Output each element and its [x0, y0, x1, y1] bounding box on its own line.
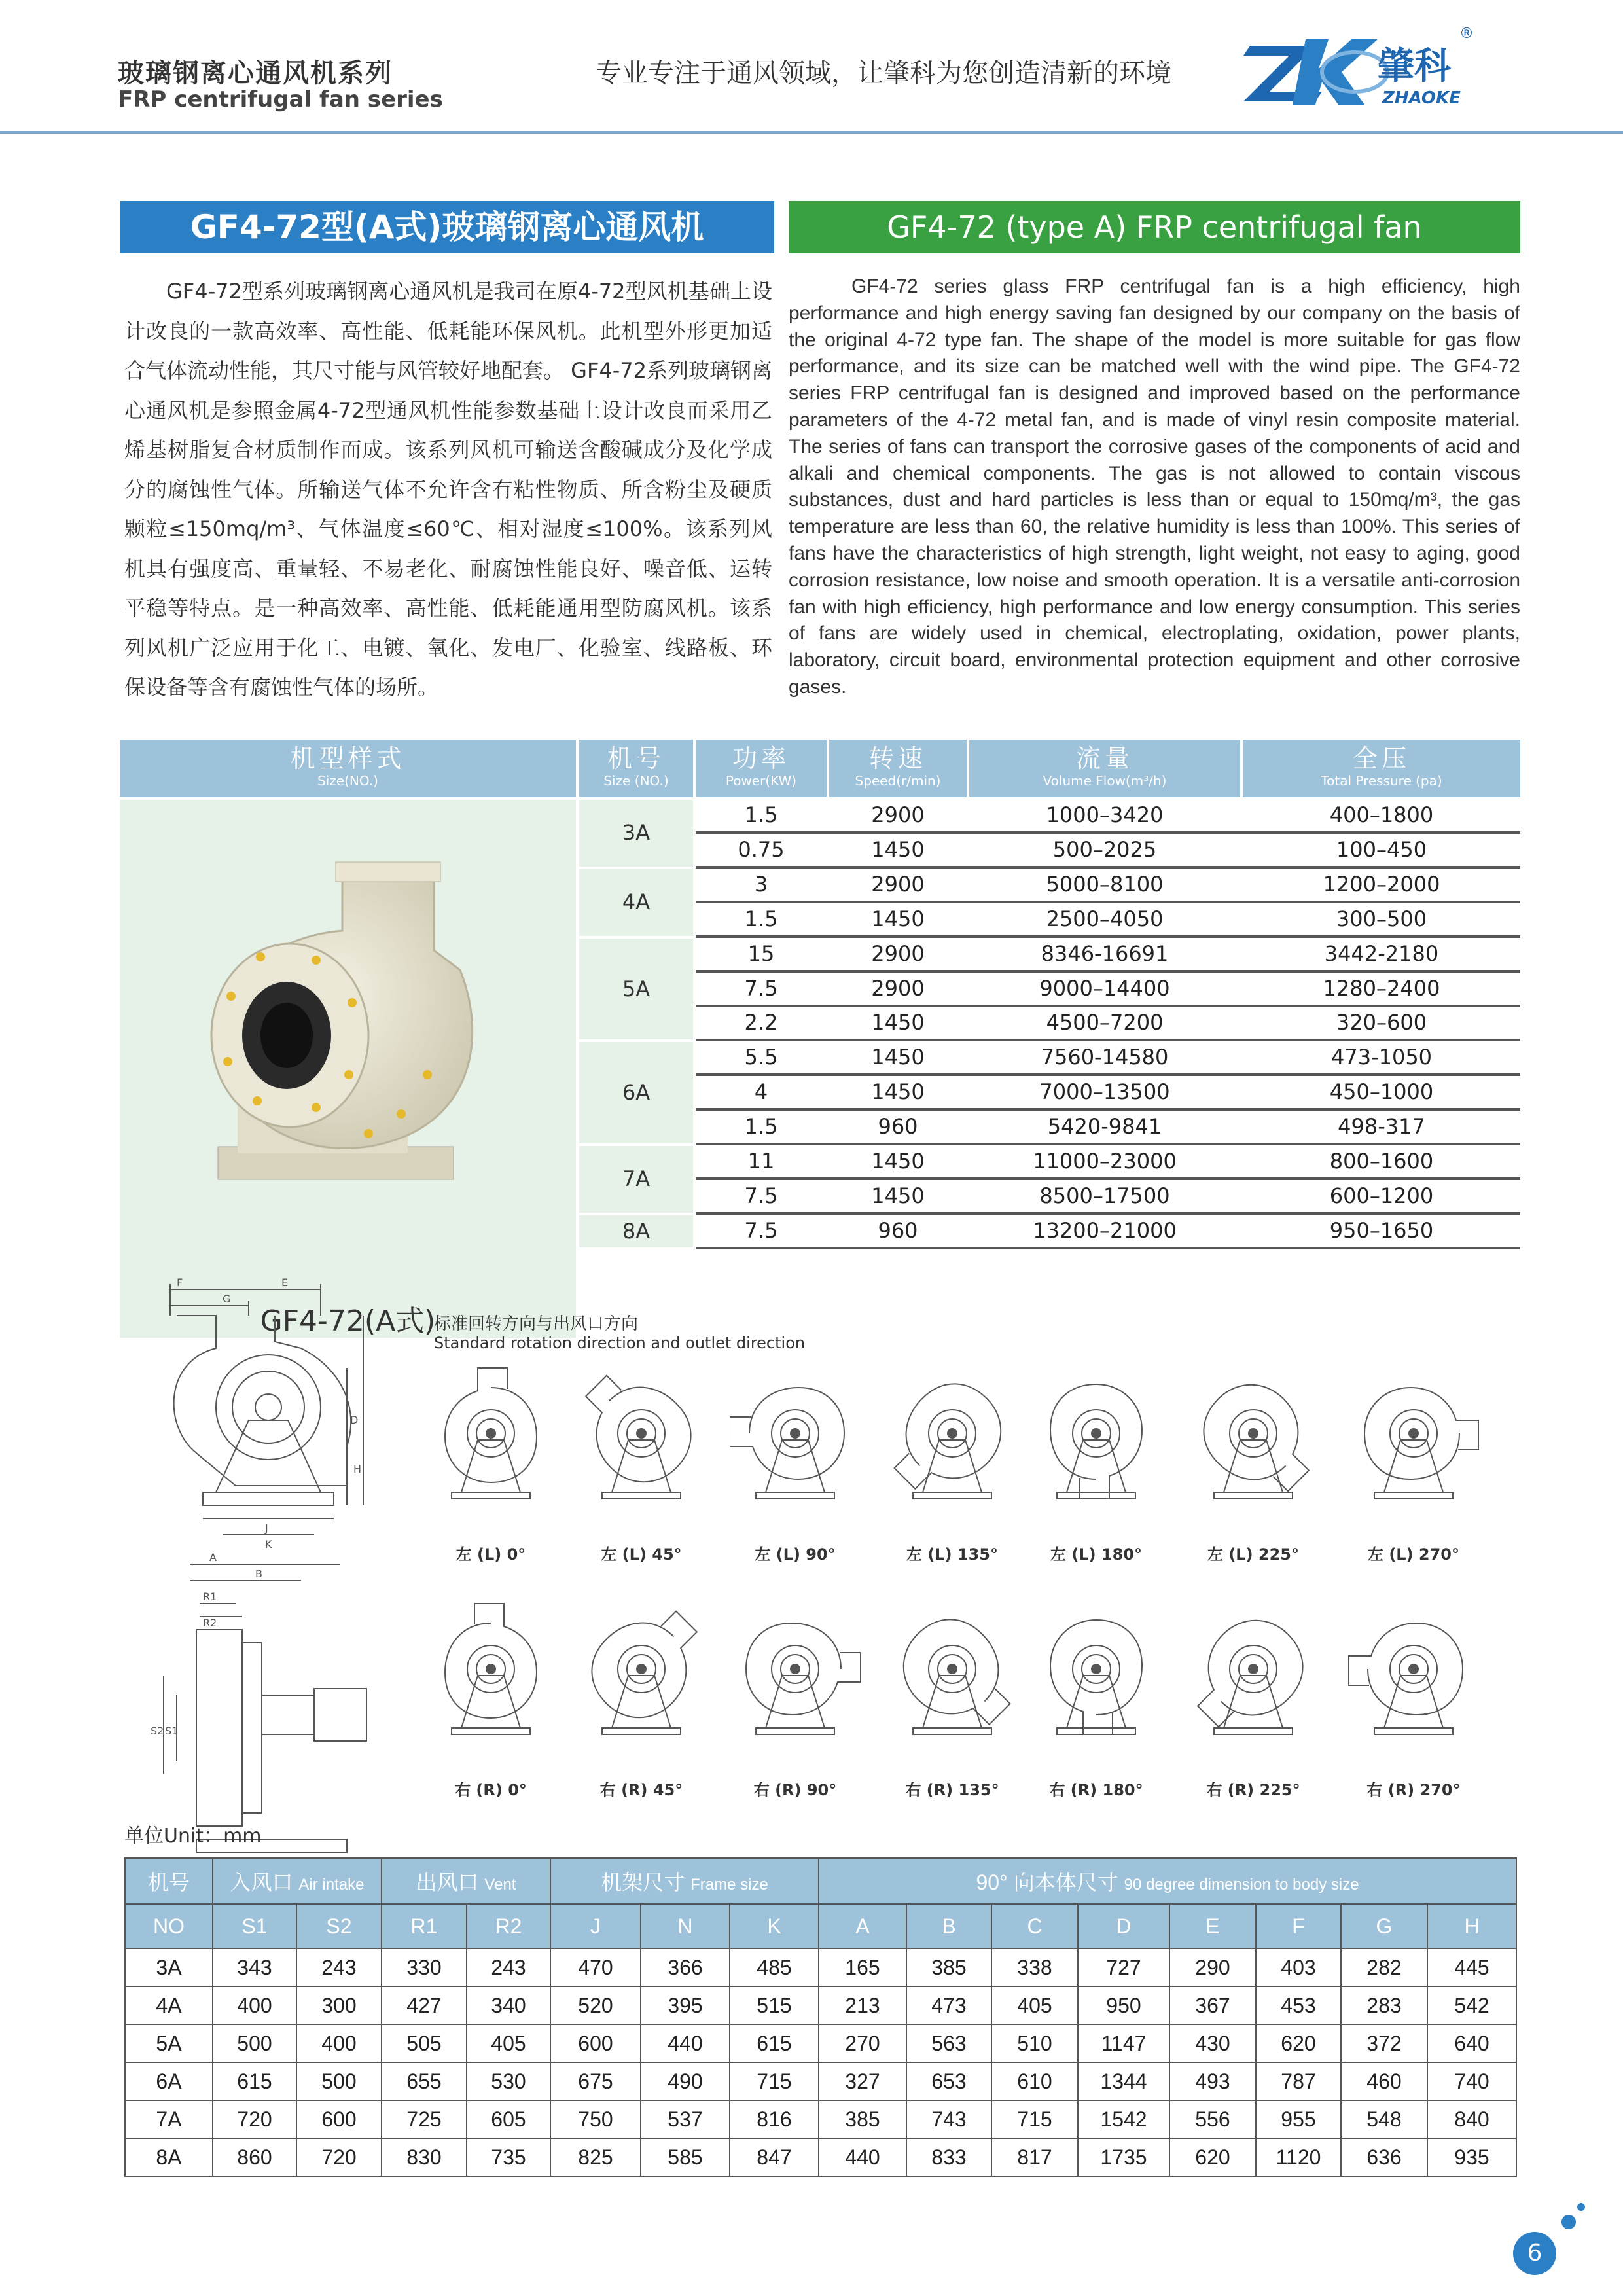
dimension-cell: 430 — [1169, 2024, 1256, 2062]
perf-cell: 5.5 — [744, 1045, 778, 1070]
rotation-left-90-icon — [730, 1361, 861, 1505]
dimension-cell: 787 — [1256, 2062, 1341, 2100]
size-cell: 4A — [579, 869, 693, 936]
drawing-letter-j: J — [265, 1522, 268, 1534]
perf-cell: 0.75 — [738, 836, 785, 862]
dimension-cell: 600 — [296, 2100, 382, 2138]
group-header-sub: 90 degree dimension to body size — [1124, 1876, 1359, 1893]
unit-label: 单位Unit：mm — [124, 1825, 262, 1848]
fan-photo-icon — [120, 800, 576, 1258]
column-header-cell: S1 — [213, 1904, 296, 1948]
table-row — [696, 800, 1520, 834]
perf-cell: 1450 — [871, 836, 925, 862]
dimension-cell: 727 — [1078, 1948, 1169, 1986]
column-header-cell: B — [906, 1904, 991, 1948]
group-header-cell — [819, 1858, 1516, 1904]
dimension-cell: 715 — [991, 2100, 1078, 2138]
dimension-cell: 213 — [819, 1986, 906, 2024]
dimension-cell: 935 — [1427, 2138, 1516, 2176]
rotation-label: 左 (L) 90° — [755, 1545, 836, 1564]
performance-table-header — [120, 740, 1520, 797]
perf-header-en: Total Pressure (pa) — [1321, 773, 1442, 789]
title-cn: GF4-72型(A式)玻璃钢离心通风机 — [120, 201, 774, 253]
size-cell: 6A — [579, 1042, 693, 1143]
rotation-title-en: Standard rotation direction and outlet direction — [434, 1334, 806, 1352]
table-row — [125, 1948, 1516, 1986]
dimension-cell: 490 — [641, 2062, 730, 2100]
rotation-right-225-icon — [1188, 1597, 1319, 1741]
dimension-cell: 860 — [213, 2138, 296, 2176]
dimension-cell: 735 — [467, 2138, 550, 2176]
rotation-label: 右 (R) 135° — [905, 1781, 999, 1799]
group-header-label: 出风口 — [416, 1871, 479, 1894]
perf-cell: 5000–8100 — [1046, 871, 1164, 897]
perf-cell: 1200–2000 — [1323, 871, 1440, 897]
perf-header-en: Power(KW) — [725, 773, 797, 789]
dimension-cell: 520 — [550, 1986, 641, 2024]
column-header-cell: C — [991, 1904, 1078, 1948]
dimension-cell: 1147 — [1078, 2024, 1169, 2062]
dimension-cell: 165 — [819, 1948, 906, 1986]
dimension-cell: 385 — [819, 2100, 906, 2138]
table-row — [125, 2100, 1516, 2138]
rotation-label: 右 (R) 0° — [455, 1781, 527, 1799]
dimension-cell: 620 — [1256, 2024, 1341, 2062]
rotation-title-cn: 标准回转方向与出风口方向 — [434, 1314, 639, 1334]
dimension-cell: 620 — [1169, 2138, 1256, 2176]
group-header-cell — [125, 1858, 213, 1904]
dimension-cell: 950 — [1078, 1986, 1169, 2024]
drawing-letter-r1: R1 — [203, 1590, 217, 1603]
table-row — [696, 869, 1520, 903]
perf-cell: 1.5 — [744, 906, 778, 931]
dimension-cell: 833 — [906, 2138, 991, 2176]
table-row — [696, 939, 1520, 973]
rotation-label: 右 (R) 90° — [753, 1781, 837, 1799]
table-row — [696, 904, 1520, 938]
column-header-cell: N — [641, 1904, 730, 1948]
dimension-cell: 485 — [730, 1948, 819, 1986]
drawing-letter-e: E — [281, 1276, 289, 1289]
dimension-cell: 400 — [296, 2024, 382, 2062]
dimension-cell: 825 — [550, 2138, 641, 2176]
perf-cell: 1450 — [871, 1183, 925, 1208]
dimension-table — [124, 1857, 1517, 2177]
perf-cell: 11 — [747, 1149, 775, 1174]
page-number: 6 — [1513, 2232, 1556, 2275]
dimension-cell: 327 — [819, 2062, 906, 2100]
dimension-cell: 515 — [730, 1986, 819, 2024]
brand-cn: 肇科 — [1378, 45, 1451, 88]
perf-cell: 1450 — [871, 1045, 925, 1070]
drawing-letter-g: G — [223, 1293, 231, 1305]
decor-dot — [1561, 2215, 1576, 2229]
dimension-cell: 500 — [296, 2062, 382, 2100]
perf-cell: 2.2 — [744, 1010, 778, 1035]
dimension-cell: 367 — [1169, 1986, 1256, 2024]
table-row — [125, 2062, 1516, 2100]
column-header-cell: F — [1256, 1904, 1341, 1948]
perf-cell: 7.5 — [744, 1217, 778, 1243]
perf-cell: 1450 — [871, 1149, 925, 1174]
perf-cell: 300–500 — [1336, 906, 1427, 931]
perf-header-cn: 机号 — [607, 744, 665, 773]
dimension-cell: 453 — [1256, 1986, 1341, 2024]
header-divider — [0, 131, 1623, 134]
group-header-sub: Frame size — [690, 1876, 768, 1893]
dimension-cell: 366 — [641, 1948, 730, 1986]
dimension-cell: 300 — [296, 1986, 382, 2024]
group-header-cell — [382, 1858, 550, 1904]
column-header-cell: J — [550, 1904, 641, 1948]
dimension-cell: 615 — [730, 2024, 819, 2062]
column-header-cell: D — [1078, 1904, 1169, 1948]
series-title-en: FRP centrifugal fan series — [118, 86, 443, 113]
perf-cell: 5420-9841 — [1047, 1114, 1162, 1139]
perf-cell: 498-317 — [1338, 1114, 1425, 1139]
dimension-cell: 605 — [467, 2100, 550, 2138]
perf-header-en: Volume Flow(m³/h) — [1043, 773, 1167, 789]
perf-cell: 7560-14580 — [1041, 1045, 1169, 1070]
fan-model-label: GF4-72(A式) — [260, 1304, 436, 1338]
perf-header-cell — [696, 740, 827, 797]
table-row — [125, 2138, 1516, 2176]
perf-cell: 320–600 — [1336, 1010, 1427, 1035]
table-row — [696, 1042, 1520, 1076]
perf-cell: 2500–4050 — [1046, 906, 1164, 931]
drawing-letter-h: H — [353, 1463, 362, 1475]
perf-cell: 2900 — [871, 802, 925, 827]
column-header-cell: S2 — [296, 1904, 382, 1948]
table-row — [696, 1215, 1520, 1249]
column-header-cell: G — [1341, 1904, 1427, 1948]
dimension-cell: 720 — [296, 2138, 382, 2176]
dimension-cell: 675 — [550, 2062, 641, 2100]
dimension-cell: 715 — [730, 2062, 819, 2100]
fan-image-cell — [120, 800, 576, 1338]
perf-cell: 1000–3420 — [1046, 802, 1164, 827]
dimension-cell: 343 — [213, 1948, 296, 1986]
dimension-cell: 338 — [991, 1948, 1078, 1986]
dimension-cell: 460 — [1341, 2062, 1427, 2100]
perf-header-cn: 功率 — [732, 744, 790, 773]
perf-cell: 8500–17500 — [1039, 1183, 1170, 1208]
front-view-drawing — [170, 1276, 363, 1551]
title-en: GF4-72 (type A) FRP centrifugal fan — [789, 201, 1520, 253]
dimension-cell: 8A — [125, 2138, 213, 2176]
dimension-cell: 243 — [296, 1948, 382, 1986]
perf-header-en: Speed(r/min) — [855, 773, 941, 789]
table-row — [696, 1007, 1520, 1041]
dimension-cell: 243 — [467, 1948, 550, 1986]
group-header-label: 机号 — [147, 1871, 190, 1894]
drawing-letter-s2: S2 — [151, 1725, 164, 1737]
group-header-label: 机架尺寸 — [601, 1871, 685, 1894]
dimension-cell: 440 — [641, 2024, 730, 2062]
rotation-left-45-icon — [576, 1361, 707, 1505]
zhaoke-logo-icon — [1243, 20, 1479, 118]
perf-cell: 100–450 — [1336, 836, 1427, 862]
dimension-cell: 840 — [1427, 2100, 1516, 2138]
rotation-label: 右 (R) 270° — [1366, 1781, 1461, 1799]
perf-header-cn: 机型样式 — [290, 744, 406, 773]
dimension-cell: 340 — [467, 1986, 550, 2024]
dimension-cell: 505 — [382, 2024, 467, 2062]
dimension-cell: 610 — [991, 2062, 1078, 2100]
drawing-letter-r2: R2 — [203, 1617, 217, 1629]
perf-cell: 600–1200 — [1329, 1183, 1434, 1208]
column-header-cell: H — [1427, 1904, 1516, 1948]
rotation-right-45-icon — [576, 1597, 707, 1741]
dimension-cell: 400 — [213, 1986, 296, 2024]
perf-cell: 500–2025 — [1052, 836, 1157, 862]
perf-cell: 13200–21000 — [1033, 1217, 1177, 1243]
decor-dot-small — [1577, 2203, 1585, 2211]
dimension-group-header-row — [125, 1858, 1516, 1904]
dimension-cell: 270 — [819, 2024, 906, 2062]
perf-header-cn: 转速 — [868, 744, 927, 773]
perf-cell: 11000–23000 — [1033, 1149, 1177, 1174]
dimension-cell: 653 — [906, 2062, 991, 2100]
dimension-cell: 440 — [819, 2138, 906, 2176]
description-en: GF4-72 series glass FRP centrifugal fan is a high efficiency, high performance and high energy saving fan designed by our company on the basis of the original 4-72 type fan. The shape of the model is more suitable for gas flow performance, and its size can be matched well with the wind pipe. The GF4-72 series FRP centrifugal fan is designed and improved based on the performance parameters of the 4-72 metal fan, and is made of vinyl resin composite material. The series of fans can transport the corrosive gases of the components of acid and alkali and chemical components. The gas is not allowed to contain viscous substances, dust and hard particles is less than or equal to 150mq/m³, the gas temperature are less than 60, the relative humidity is less than 100%. This series of fans have the characteristics of high strength, light weight, not easy to aging, good corrosion resistance, low noise and smooth operation. It is a versatile anti-corrosion fan with high efficiency, high performance and low energy consumption. This series of fans are widely used in chemical, electroplating, oxidation, power plants, laboratory, circuit board, environmental protection equipment and other corrosive gases. — [789, 276, 1520, 698]
perf-header-cell — [1243, 740, 1520, 797]
slogan: 专业专注于通风领域，让肇科为您创造清新的环境 — [596, 58, 1171, 88]
dimension-cell: 330 — [382, 1948, 467, 1986]
rotation-label: 左 (L) 45° — [601, 1545, 682, 1564]
rotation-label: 右 (R) 180° — [1049, 1781, 1143, 1799]
perf-cell: 7.5 — [744, 1183, 778, 1208]
dimension-cell: 743 — [906, 2100, 991, 2138]
rotation-label: 左 (L) 0° — [455, 1545, 526, 1564]
rotation-left-135-icon — [887, 1361, 1018, 1505]
perf-cell: 1450 — [871, 906, 925, 931]
dimension-cell: 830 — [382, 2138, 467, 2176]
rotation-left-270-icon — [1348, 1361, 1479, 1505]
dimension-cell: 427 — [382, 1986, 467, 2024]
group-header-label: 入风口 — [230, 1871, 293, 1894]
dimension-cell: 600 — [550, 2024, 641, 2062]
perf-cell: 473-1050 — [1330, 1045, 1433, 1070]
rotation-left-0-icon — [425, 1361, 556, 1505]
dimension-cell: 720 — [213, 2100, 296, 2138]
table-row — [696, 834, 1520, 869]
size-cell: 3A — [579, 800, 693, 867]
perf-header-en: Size(NO.) — [317, 773, 378, 789]
perf-cell: 960 — [878, 1114, 918, 1139]
perf-cell: 1.5 — [744, 1114, 778, 1139]
dimension-cell: 510 — [991, 2024, 1078, 2062]
brand-en: ZHAOKE — [1382, 88, 1461, 108]
perf-cell: 8346-16691 — [1041, 941, 1169, 966]
rotation-right-0-icon — [425, 1597, 556, 1741]
table-row — [696, 1111, 1520, 1145]
column-header-cell: E — [1169, 1904, 1256, 1948]
drawing-letter-b: B — [255, 1568, 262, 1580]
dimension-cell: 473 — [906, 1986, 991, 2024]
dimension-cell: 405 — [991, 1986, 1078, 2024]
dimension-cell: 1542 — [1078, 2100, 1169, 2138]
dimension-cell: 290 — [1169, 1948, 1256, 1986]
drawing-letter-a: A — [209, 1551, 217, 1564]
group-header-cell — [213, 1858, 382, 1904]
table-row — [125, 1986, 1516, 2024]
dimension-cell: 385 — [906, 1948, 991, 1986]
rotation-label: 左 (L) 180° — [1050, 1545, 1143, 1564]
description-cn: GF4-72型系列玻璃钢离心通风机是我司在原4-72型风机基础上设计改良的一款高效率、高性能、低耗能环保风机。此机型外形更加适合气体流动性能，其尺寸能与风管较好地配套。 GF4-72系列玻璃钢离心通风机是参照金属4-72型通风机性能参数基础上设计改良而采用乙烯基树脂复合材质制作而成。该系列风机可输送含酸碱成分及化学成分的腐蚀性气体。所输送气体不允许含有粘性物质、所含粉尘及硬质颗粒≤150mq/m³、气体温度≤60℃、相对湿度≤100%。该系列风机具有强度高、重量轻、不易老化、耐腐蚀性能良好、噪音低、运转平稳等特点。是一种高效率、高性能、低耗能通用型防腐风机。该系列风机广泛应用于化工、电镀、氧化、发电厂、化验室、线路板、环保设备等含有腐蚀性气体的场所。 — [124, 279, 773, 700]
perf-header-cell — [579, 740, 693, 797]
rotation-label: 左 (L) 135° — [906, 1545, 999, 1564]
perf-cell: 4500–7200 — [1046, 1010, 1164, 1035]
dimension-cell: 6A — [125, 2062, 213, 2100]
rotation-left-180-icon — [1031, 1361, 1162, 1505]
perf-cell: 1280–2400 — [1323, 975, 1440, 1001]
side-view-drawing — [151, 1551, 366, 1905]
perf-cell: 3442-2180 — [1324, 941, 1439, 966]
table-row — [696, 1181, 1520, 1215]
dimension-cell: 655 — [382, 2062, 467, 2100]
dimension-cell: 615 — [213, 2062, 296, 2100]
dimension-cell: 283 — [1341, 1986, 1427, 2024]
perf-header-cn: 流量 — [1075, 744, 1133, 773]
dimension-cell: 542 — [1427, 1986, 1516, 2024]
dimension-cell: 372 — [1341, 2024, 1427, 2062]
table-row — [696, 1146, 1520, 1180]
dimension-cell: 3A — [125, 1948, 213, 1986]
dimension-cell: 403 — [1256, 1948, 1341, 1986]
dimension-cell: 847 — [730, 2138, 819, 2176]
dimension-cell: 816 — [730, 2100, 819, 2138]
size-cell: 5A — [579, 939, 693, 1040]
rotation-right-90-icon — [730, 1597, 861, 1741]
dimension-cell: 955 — [1256, 2100, 1341, 2138]
drawing-letter-k: K — [265, 1538, 272, 1551]
perf-cell: 950–1650 — [1329, 1217, 1434, 1243]
dimension-cell: 282 — [1341, 1948, 1427, 1986]
dimension-cell: 563 — [906, 2024, 991, 2062]
dimension-cell: 548 — [1341, 2100, 1427, 2138]
dimension-cell: 725 — [382, 2100, 467, 2138]
perf-cell: 1450 — [871, 1079, 925, 1105]
group-header-sub: Air intake — [298, 1876, 365, 1893]
perf-cell: 960 — [878, 1217, 918, 1243]
perf-header-cell — [829, 740, 967, 797]
perf-cell: 9000–14400 — [1039, 975, 1170, 1001]
dimension-cell: 405 — [467, 2024, 550, 2062]
series-title-cn: 玻璃钢离心通风机系列 — [118, 58, 393, 88]
table-row — [696, 973, 1520, 1007]
dimension-cell: 1344 — [1078, 2062, 1169, 2100]
perf-cell: 7000–13500 — [1039, 1079, 1170, 1105]
size-cell: 7A — [579, 1146, 693, 1213]
dimension-cell: 636 — [1341, 2138, 1427, 2176]
dimension-cell: 1735 — [1078, 2138, 1169, 2176]
perf-cell: 2900 — [871, 871, 925, 897]
perf-cell: 450–1000 — [1329, 1079, 1434, 1105]
rotation-label: 左 (L) 270° — [1367, 1545, 1460, 1564]
perf-header-cell — [969, 740, 1240, 797]
dimension-cell: 7A — [125, 2100, 213, 2138]
dimension-cell: 1120 — [1256, 2138, 1341, 2176]
dimension-cell: 530 — [467, 2062, 550, 2100]
drawing-letter-s1: S1 — [165, 1725, 179, 1737]
dimension-cell: 493 — [1169, 2062, 1256, 2100]
perf-cell: 2900 — [871, 975, 925, 1001]
rotation-right-135-icon — [887, 1597, 1018, 1741]
drawing-letter-d: D — [350, 1414, 359, 1426]
column-header-cell: R1 — [382, 1904, 467, 1948]
table-row — [125, 2024, 1516, 2062]
group-header-sub: Vent — [484, 1876, 516, 1893]
rotation-right-180-icon — [1031, 1597, 1162, 1741]
dimension-cell: 5A — [125, 2024, 213, 2062]
table-row — [696, 1077, 1520, 1111]
dimension-cell: 750 — [550, 2100, 641, 2138]
perf-cell: 4 — [754, 1079, 768, 1105]
dimension-cell: 500 — [213, 2024, 296, 2062]
group-header-cell — [550, 1858, 819, 1904]
perf-cell: 7.5 — [744, 975, 778, 1001]
perf-cell: 2900 — [871, 941, 925, 966]
registered-mark: ® — [1459, 26, 1474, 42]
column-header-cell: NO — [125, 1904, 213, 1948]
dimension-cell: 395 — [641, 1986, 730, 2024]
rotation-right-270-icon — [1348, 1597, 1479, 1741]
perf-cell: 15 — [747, 941, 775, 966]
dimension-cell: 585 — [641, 2138, 730, 2176]
rotation-label: 右 (R) 45° — [599, 1781, 683, 1799]
column-header-cell: A — [819, 1904, 906, 1948]
dimension-column-header-row — [125, 1904, 1516, 1948]
dimension-cell: 740 — [1427, 2062, 1516, 2100]
dimension-cell: 640 — [1427, 2024, 1516, 2062]
column-header-cell: K — [730, 1904, 819, 1948]
rotation-label: 左 (L) 225° — [1207, 1545, 1300, 1564]
perf-cell: 400–1800 — [1329, 802, 1434, 827]
column-header-cell: R2 — [467, 1904, 550, 1948]
perf-cell: 1450 — [871, 1010, 925, 1035]
dimension-cell: 445 — [1427, 1948, 1516, 1986]
perf-header-en: Size (NO.) — [603, 773, 669, 789]
perf-cell: 3 — [754, 871, 768, 897]
dimension-cell: 4A — [125, 1986, 213, 2024]
rotation-left-225-icon — [1188, 1361, 1319, 1505]
dimension-cell: 470 — [550, 1948, 641, 1986]
perf-header-cell — [120, 740, 576, 797]
perf-header-cn: 全压 — [1352, 744, 1410, 773]
drawing-letter-f: F — [177, 1276, 183, 1289]
dimension-cell: 817 — [991, 2138, 1078, 2176]
perf-cell: 1.5 — [744, 802, 778, 827]
dimension-cell: 537 — [641, 2100, 730, 2138]
perf-cell: 800–1600 — [1329, 1149, 1434, 1174]
group-header-label: 90° 向本体尺寸 — [976, 1871, 1118, 1894]
rotation-label: 右 (R) 225° — [1206, 1781, 1300, 1799]
size-cell: 8A — [579, 1215, 693, 1247]
dimension-cell: 556 — [1169, 2100, 1256, 2138]
